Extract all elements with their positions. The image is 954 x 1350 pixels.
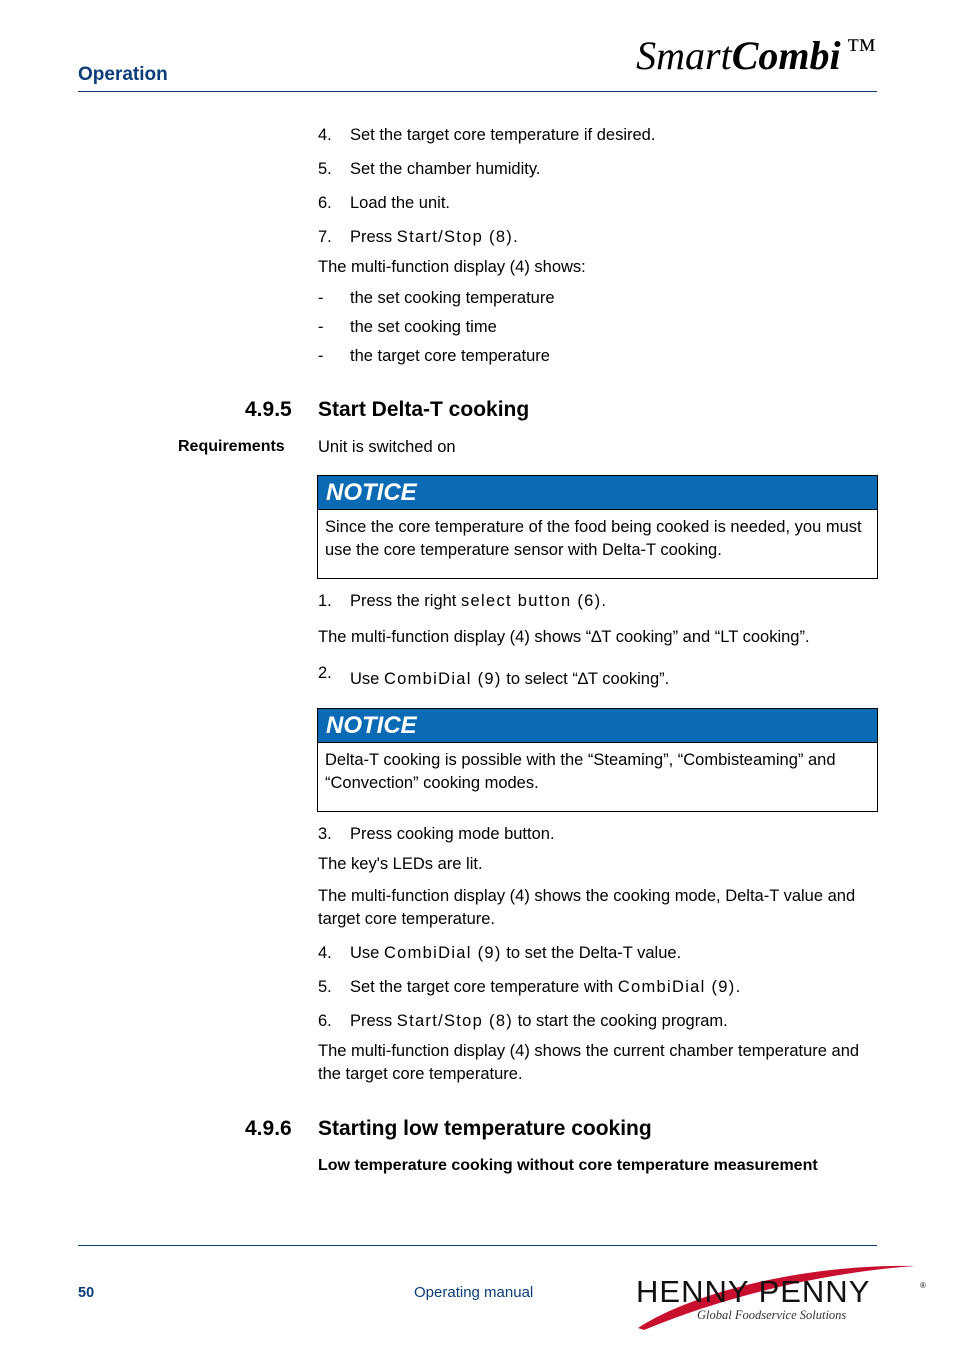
notice-title: NOTICE	[318, 476, 877, 510]
bullet-dash: -	[318, 347, 324, 365]
step-number: 3.	[318, 825, 332, 843]
bullet-dash: -	[318, 318, 324, 336]
notice-title: NOTICE	[318, 709, 877, 743]
step-number: 6.	[318, 194, 332, 212]
requirements-text: Unit is switched on	[318, 438, 456, 456]
page-number: 50	[78, 1285, 95, 1301]
control-name: select button (6)	[460, 592, 602, 610]
brand-bold: Combi	[731, 33, 841, 78]
logo-registered-mark: ®	[920, 1281, 926, 1290]
step-number: 4.	[318, 944, 332, 962]
notice-box	[317, 708, 878, 812]
step-text: Press cooking mode button.	[350, 825, 555, 843]
control-name: Start/Stop (8)	[396, 228, 514, 246]
step-text: Use CombiDial (9) to set the Delta-T value.	[350, 944, 682, 962]
control-name: CombiDial (9)	[383, 944, 502, 962]
logo-tagline: Global Foodservice Solutions	[697, 1308, 847, 1322]
item-text: the set cooking time	[350, 318, 497, 336]
brand-regular: Smart	[636, 33, 732, 78]
paragraph: The key's LEDs are lit.	[318, 855, 483, 873]
notice-box	[317, 475, 878, 579]
logo-text: HENNY PENNY	[636, 1274, 871, 1309]
brand-logo	[636, 32, 876, 79]
paragraph: The multi-function display (4) shows:	[318, 258, 586, 276]
control-name: Start/Stop (8)	[396, 1012, 514, 1030]
step-text: Set the target core temperature if desired.	[350, 126, 656, 144]
step-number: 1.	[318, 592, 332, 610]
step-text: Press Start/Stop (8) to start the cooking program.	[350, 1012, 728, 1030]
step-text: Press the right select button (6).	[350, 592, 606, 610]
step-text: Press Start/Stop (8).	[350, 228, 518, 246]
section-heading	[245, 398, 745, 426]
notice-text: Since the core temperature of the food being cooked is needed, you must use the core temperature sensor with Delta-T cooking.	[325, 518, 862, 559]
step-text: Use CombiDial (9) to select “∆T cooking”.	[350, 670, 670, 688]
control-name: CombiDial (9)	[617, 978, 736, 996]
step-text: Set the chamber humidity.	[350, 160, 541, 178]
henny-penny-logo	[630, 1254, 930, 1334]
step-number: 5.	[318, 160, 332, 178]
bullet-dash: -	[318, 289, 324, 307]
section-heading	[245, 1117, 745, 1145]
footer-manual-label: Operating manual	[414, 1284, 534, 1301]
footer-divider	[78, 1245, 877, 1246]
section-title-text: Start Delta-T cooking	[318, 398, 530, 421]
paragraph: The multi-function display (4) shows “∆T cooking” and “LT cooking”.	[318, 628, 810, 646]
step-number: 6.	[318, 1012, 332, 1030]
item-text: the target core temperature	[350, 347, 550, 365]
paragraph: The multi-function display (4) shows the current chamber temperature and the target core temperature.	[318, 1042, 860, 1083]
section-title: Operation	[78, 64, 168, 85]
trademark-symbol: ™	[846, 33, 876, 66]
item-text: the set cooking temperature	[350, 289, 555, 307]
step-number: 2.	[318, 664, 332, 682]
section-number: 4.9.5	[245, 398, 292, 421]
subheading: Low temperature cooking without core temperature measurement	[318, 1157, 818, 1174]
step-text: Set the target core temperature with CombiDial (9).	[350, 978, 741, 996]
paragraph: The multi-function display (4) shows the cooking mode, Delta-T value and target core temperature.	[318, 887, 856, 928]
control-name: CombiDial (9)	[383, 670, 502, 688]
notice-text: Delta-T cooking is possible with the “Steaming”, “Combisteaming” and “Convection” cooking modes.	[325, 751, 836, 792]
requirements-label: Requirements	[178, 438, 285, 455]
step-number: 5.	[318, 978, 332, 996]
header-divider	[78, 91, 877, 92]
step-number: 4.	[318, 126, 332, 144]
section-number: 4.9.6	[245, 1117, 292, 1140]
step-text: Load the unit.	[350, 194, 450, 212]
section-title-text: Starting low temperature cooking	[318, 1117, 652, 1140]
step-number: 7.	[318, 228, 332, 246]
